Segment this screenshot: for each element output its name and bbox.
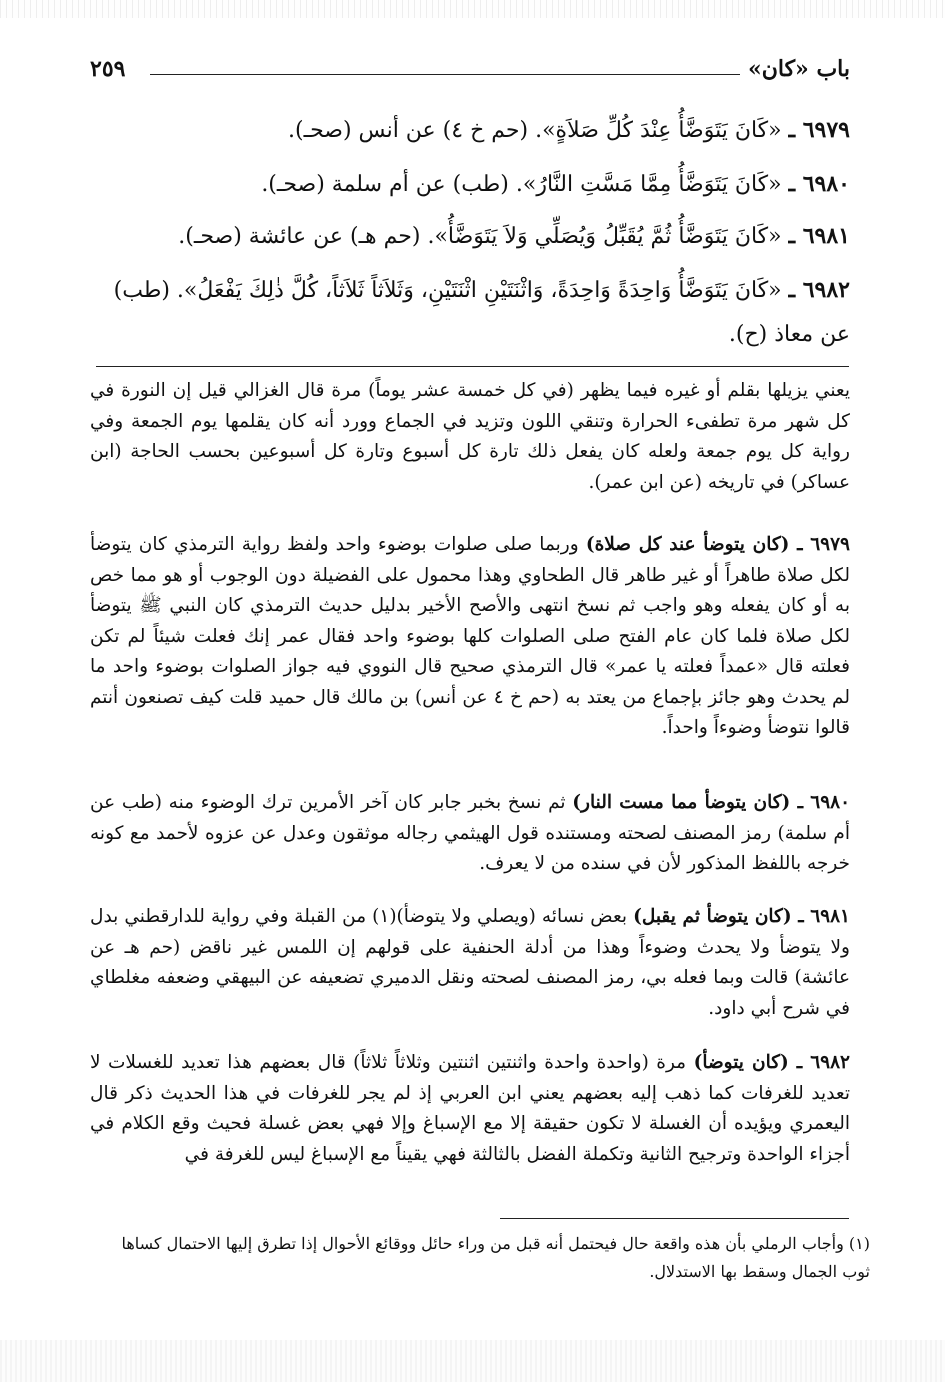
commentary-6981 — [90, 902, 850, 1024]
page-header — [90, 52, 850, 92]
footnote-rule — [500, 1218, 849, 1219]
commentary-text: بعض نسائه (ويصلي ولا يتوضأ)(١) من القبلة وفي رواية للدارقطني بدل ولا يتوضأ ولا يحدث وضوءاً وهذا من أدلة الحنفية على قولهم إن اللمس غير ناقض (حم هـ عن عائشة) قالت وبما فعله بي، رمز المصنف لصحته ونقل الدميري تضعيفه عن البيهقي وضعفه مغلطاي في شرح أبي داود. — [90, 906, 850, 1019]
commentary-text: يعني يزيلها بقلم أو غيره فيما يظهر (في كل خمسة عشر يوماً) مرة قال الغزالي قيل إن النورة في كل شهر مرة تطفىء الحرارة وتنقي اللون وتزيد في الجماع وورد أنه كان يقلمها يوم الجمعة وفي رواية كل يوم جمعة ولعله كان يفعل ذلك تارة كل أسبوع وتارة كل أسبوعين بحسب الحاجة (ابن عساكر) في تاريخه (عن ابن عمر). — [90, 380, 850, 493]
hadith-number: ٦٩٨٠ ـ — [788, 171, 850, 197]
hadith-6982 — [90, 268, 850, 357]
scan-edge-top — [0, 0, 945, 18]
hadith-6979 — [90, 114, 850, 147]
chapter-title: باب «كان» — [747, 56, 850, 82]
hadith-6980 — [90, 168, 850, 201]
commentary-heading: ٦٩٧٩ ـ (كان يتوضأ عند كل صلاة) — [585, 534, 850, 555]
commentary-heading: ٦٩٨٠ ـ (كان يتوضأ مما مست النار) — [572, 792, 851, 813]
commentary-heading: ٦٩٨١ ـ (كان يتوضأ ثم يقبل) — [633, 906, 850, 927]
hadith-6981 — [90, 220, 850, 253]
commentary-text: ثم نسخ بخبر جابر كان آخر الأمرين ترك الوضوء منه (طب عن أم سلمة) رمز المصنف لصحته ومستنده قول الهيثمي رجاله موثقون وعدل عن عزوه لأحمد مع كونه خرجه باللفظ المذكور لأن في سنده من لا يعرف. — [90, 792, 850, 874]
scan-edge-bottom — [0, 1340, 945, 1382]
text-commentary-separator — [96, 366, 849, 367]
commentary-text: وربما صلى صلوات بوضوء واحد ولفظ رواية الترمذي كان يتوضأ لكل صلاة طاهراً أو غير طاهر قال الطحاوي وهذا محمول على الفضيلة دون الوجوب أو هو مما خص به أو كان يفعله وهو واجب ثم نسخ انتهى والأصح الأخير بدليل حديث الترمذي كان النبي ﷺ يتوضأ لكل صلاة فلما كان عام الفتح صلى الصلوات كلها بوضوء واحد فقال عمر إنك فعلت شيئاً لم تكن فعلته قال «عمداً فعلته يا عمر» قال الترمذي صحيح قال النووي فيه جواز الصلوات بوضوء واحد ما لم يحدث وهو جائز بإجماع من يعتد به (حم خ ٤ عن أنس) بن مالك قال حميد قلت كيف تصنعون أنتم قالوا نتوضأ وضوءاً واحداً. — [90, 534, 850, 738]
hadith-text: «كَانَ يَتَوَضَّأُ عِنْدَ كُلِّ صَلاَةٍ». (حم خ ٤) عن أنس (صحـ). — [288, 118, 782, 143]
page-number: ٢٥٩ — [90, 56, 126, 82]
hadith-text: «كَانَ يَتَوَضَّأُ ثُمَّ يُقَبِّلُ وَيُصَلِّي وَلاَ يَتَوَضَّأُ». (حم هـ) عن عائشة (صحـ). — [178, 224, 782, 249]
commentary-6980 — [90, 788, 850, 880]
hadith-text: «كَانَ يَتَوَضَّأُ مِمَّا مَسَّتِ النَّارُ». (طب) عن أم سلمة (صحـ). — [261, 172, 782, 197]
commentary-heading: ٦٩٨٢ ـ (كان يتوضأ) — [693, 1052, 850, 1073]
hadith-number: ٦٩٨٢ ـ — [788, 277, 850, 303]
commentary-6982 — [90, 1048, 850, 1170]
footnote-text: (١) وأجاب الرملي بأن هذه واقعة حال فيحتمل أنه قبل من وراء حائل ووقائع الأحوال إذا تطرق إليها الاحتمال كساها ثوب الجمال وسقط بها الاستدلال. — [121, 1234, 870, 1281]
hadith-number: ٦٩٨١ ـ — [788, 223, 850, 249]
header-rule — [150, 74, 740, 75]
commentary-paragraph — [90, 376, 850, 498]
hadith-text: «كَانَ يَتَوَضَّأُ وَاحِدَةً وَاحِدَةً، وَاثْنَتَيْنِ اثْنَتَيْنِ، وَثَلاَثاً ثَلاَثاً، كُلَّ ذٰلِكَ يَفْعَلُ». (طب) عن معاذ (ح). — [113, 278, 850, 347]
hadith-number: ٦٩٧٩ ـ — [788, 117, 850, 143]
commentary-6979 — [90, 530, 850, 744]
footnote — [90, 1230, 870, 1286]
commentary-text: مرة (واحدة واحدة واثنتين اثنتين وثلاثاً ثلاثاً) قال بعضهم هذا تعديد للغسلات لا تعديد للغرفات كما ذهب إليه بعضهم يعني ابن العربي إذ لم يجر للغرفات في هذا الحديث ذكر قال اليعمري ويؤيده أن الغسلة لا تكون حقيقة إلا مع الإسباغ وإلا فهي بعض غسلة فحيث وقع الكلام في أجزاء الواحدة وترجيح الثانية وتكملة الفضل بالثالثة فهي يقيناً مع الإسباغ ليس للغرفة في — [90, 1052, 850, 1165]
